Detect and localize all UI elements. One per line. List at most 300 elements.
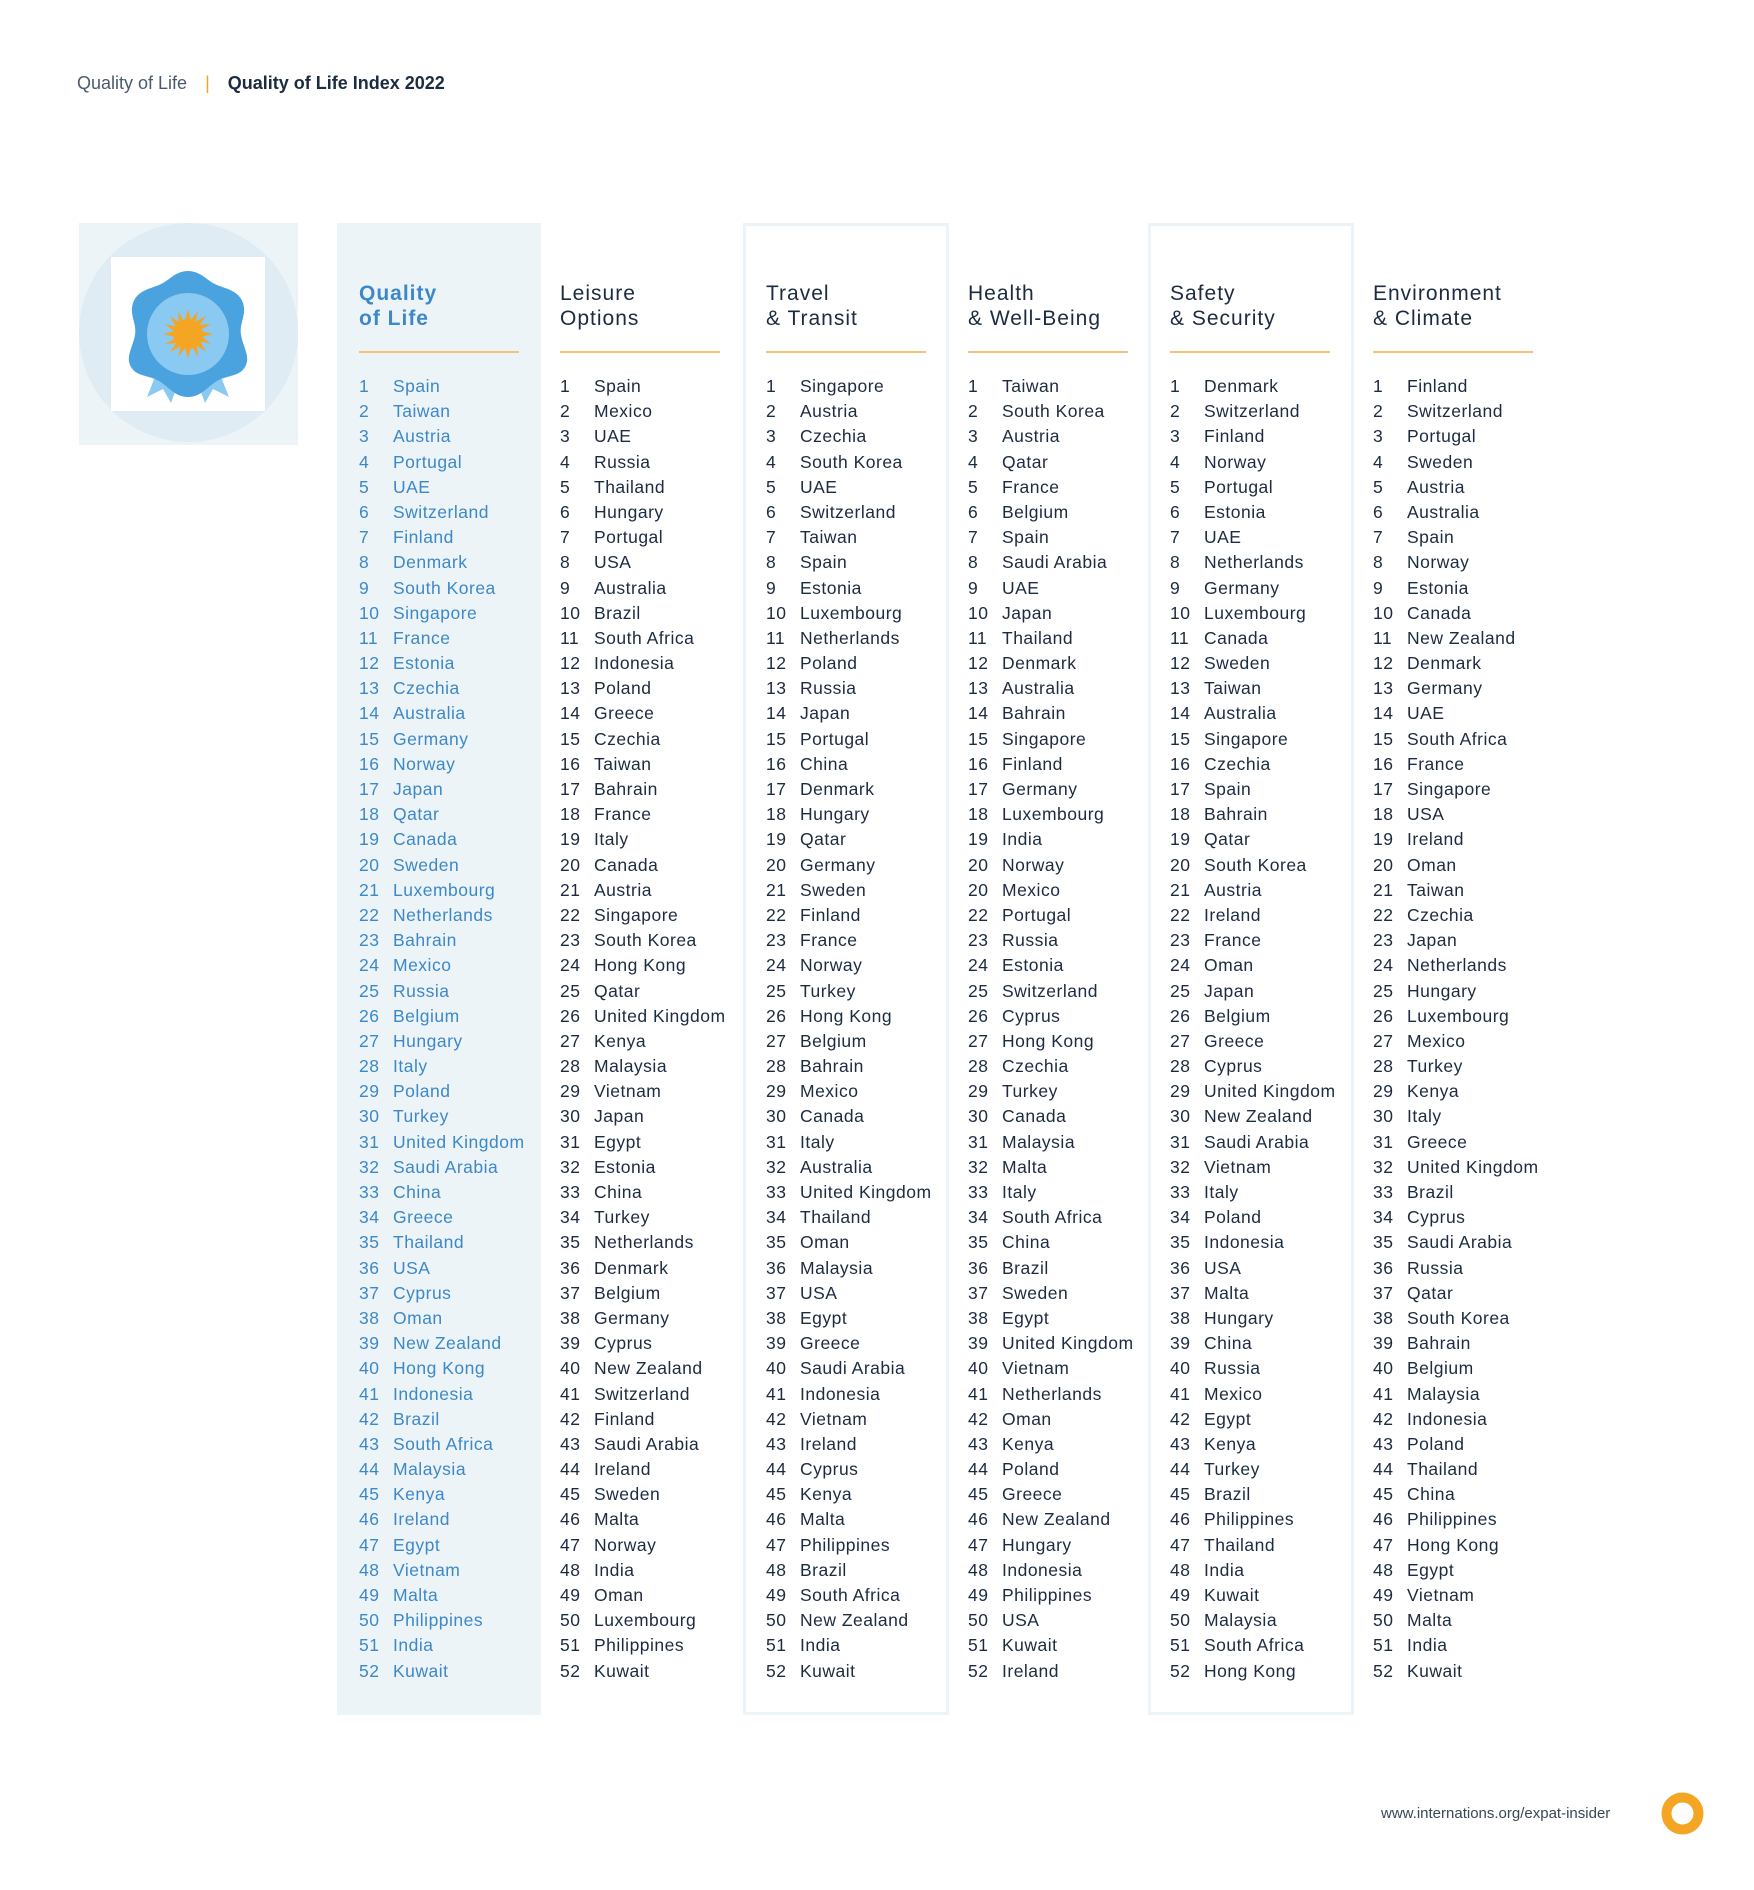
country-name: Finland — [594, 1408, 655, 1429]
rank-number: 6 — [968, 501, 979, 522]
country-name: Finland — [1002, 753, 1063, 774]
list-item — [766, 374, 966, 399]
list-item — [968, 1054, 1168, 1079]
rank-number: 35 — [359, 1232, 380, 1253]
list-item — [1373, 374, 1573, 399]
country-name: Austria — [1407, 476, 1465, 497]
list-item — [359, 878, 559, 903]
list-item — [766, 1432, 966, 1457]
list-item — [766, 752, 966, 777]
list-item — [1373, 1079, 1573, 1104]
list-item — [968, 752, 1168, 777]
country-name: Philippines — [393, 1610, 484, 1631]
list-item — [1373, 1104, 1573, 1129]
list-item — [766, 1054, 966, 1079]
list-item — [968, 1382, 1168, 1407]
rank-number: 7 — [968, 527, 979, 548]
footer-url[interactable]: www.internations.org/expat-insider — [1381, 1805, 1611, 1822]
country-name: Netherlands — [1407, 955, 1507, 976]
rank-number: 35 — [968, 1232, 989, 1253]
list-item — [1373, 1482, 1573, 1507]
country-name: Mexico — [800, 1081, 859, 1102]
rank-number: 35 — [1373, 1232, 1394, 1253]
country-name: Czechia — [594, 728, 661, 749]
list-item — [1170, 424, 1370, 449]
list-item — [1373, 1230, 1573, 1255]
list-item — [968, 550, 1168, 575]
rank-number: 35 — [766, 1232, 787, 1253]
list-item — [1373, 1155, 1573, 1180]
country-name: Russia — [1204, 1358, 1261, 1379]
list-item — [1170, 450, 1370, 475]
rank-number: 47 — [968, 1534, 989, 1555]
country-name: Hungary — [1002, 1534, 1072, 1555]
country-name: Indonesia — [393, 1383, 474, 1404]
list-item — [968, 1306, 1168, 1331]
rank-number: 13 — [560, 678, 581, 699]
list-item — [1373, 953, 1573, 978]
rank-number: 8 — [560, 552, 571, 573]
rank-number: 39 — [560, 1333, 581, 1354]
breadcrumb-section[interactable]: Quality of Life — [77, 73, 188, 93]
rank-number: 8 — [1170, 552, 1181, 573]
country-name: Switzerland — [1204, 401, 1300, 422]
list-item — [1170, 1356, 1370, 1381]
country-name: USA — [1204, 1257, 1242, 1278]
rank-number: 21 — [1170, 879, 1191, 900]
award-rosette-icon — [111, 257, 265, 411]
column-divider — [359, 351, 519, 353]
rank-number: 14 — [968, 703, 989, 724]
list-item — [560, 1659, 760, 1684]
country-name: Italy — [594, 829, 629, 850]
ranking-list — [359, 374, 559, 1684]
list-item — [766, 1205, 966, 1230]
country-name: Qatar — [1204, 829, 1251, 850]
rank-number: 37 — [1170, 1282, 1191, 1303]
country-name: China — [1204, 1333, 1253, 1354]
country-name: Greece — [1204, 1030, 1265, 1051]
country-name: France — [393, 627, 451, 648]
country-name: Russia — [1407, 1257, 1464, 1278]
country-name: Czechia — [1407, 904, 1474, 925]
list-item — [968, 1180, 1168, 1205]
rank-number: 40 — [1170, 1358, 1191, 1379]
country-name: Malaysia — [594, 1056, 668, 1077]
list-item — [560, 525, 760, 550]
rank-number: 19 — [359, 829, 380, 850]
list-item — [1373, 576, 1573, 601]
rank-number: 37 — [766, 1282, 787, 1303]
column-divider — [560, 351, 720, 353]
list-item — [359, 1356, 559, 1381]
country-name: Taiwan — [594, 753, 652, 774]
ranking-list — [1373, 374, 1573, 1684]
rank-number: 7 — [560, 527, 571, 548]
country-name: Czechia — [800, 426, 867, 447]
rank-number: 49 — [968, 1585, 989, 1605]
list-item — [1170, 1382, 1370, 1407]
list-item — [1170, 1281, 1370, 1306]
rank-number: 28 — [766, 1056, 787, 1077]
country-name: Czechia — [1002, 1056, 1069, 1077]
list-item — [359, 1633, 559, 1658]
list-item — [968, 1659, 1168, 1684]
rank-number: 44 — [359, 1459, 380, 1480]
rank-number: 20 — [968, 879, 989, 900]
country-name: Philippines — [594, 1635, 685, 1656]
rank-number: 11 — [560, 627, 580, 648]
rank-number: 23 — [1373, 930, 1394, 951]
country-name: Turkey — [800, 980, 856, 1001]
list-item — [359, 802, 559, 827]
list-item — [968, 802, 1168, 827]
country-name: Hong Kong — [1204, 1660, 1297, 1681]
country-name: Poland — [1407, 1433, 1465, 1454]
country-name: Ireland — [393, 1509, 451, 1530]
country-name: Belgium — [800, 1030, 867, 1051]
rank-number: 26 — [1170, 1005, 1191, 1026]
country-name: Cyprus — [1407, 1207, 1466, 1228]
rank-number: 46 — [968, 1509, 989, 1530]
country-name: Malta — [594, 1509, 640, 1530]
rank-number: 14 — [766, 703, 787, 724]
list-item — [560, 1180, 760, 1205]
rank-number: 30 — [1373, 1106, 1394, 1127]
rank-number: 22 — [359, 904, 380, 925]
rank-number: 24 — [968, 955, 989, 976]
country-name: Oman — [1407, 854, 1457, 875]
rank-number: 28 — [1170, 1056, 1191, 1077]
rank-number: 6 — [359, 501, 370, 522]
rank-number: 26 — [359, 1005, 380, 1026]
list-item — [560, 1130, 760, 1155]
rank-number: 15 — [766, 728, 787, 749]
rank-number: 38 — [766, 1307, 787, 1328]
country-name: Bahrain — [800, 1056, 864, 1077]
list-item — [560, 1482, 760, 1507]
rank-number: 37 — [968, 1282, 989, 1303]
country-name: Saudi Arabia — [594, 1433, 700, 1454]
country-name: Qatar — [800, 829, 847, 850]
country-name: Spain — [594, 376, 642, 396]
country-name: USA — [393, 1257, 431, 1278]
country-name: Qatar — [1002, 451, 1049, 472]
rank-number: 41 — [968, 1383, 989, 1404]
country-name: Estonia — [594, 1156, 656, 1177]
country-name: France — [1407, 753, 1465, 774]
list-item — [560, 1155, 760, 1180]
country-name: Sweden — [1204, 653, 1271, 674]
rank-number: 34 — [968, 1207, 989, 1228]
country-name: Australia — [800, 1156, 873, 1177]
country-name: Indonesia — [1204, 1232, 1285, 1253]
country-name: Canada — [393, 829, 458, 850]
rank-number: 5 — [560, 476, 571, 497]
list-item — [1373, 1382, 1573, 1407]
country-name: Spain — [1204, 779, 1252, 799]
list-item — [1170, 777, 1370, 802]
rank-number: 13 — [766, 678, 787, 699]
list-item — [968, 1507, 1168, 1532]
country-name: Cyprus — [393, 1282, 452, 1303]
list-item — [1373, 1004, 1573, 1029]
country-name: South Africa — [1407, 728, 1508, 749]
list-item — [766, 1130, 966, 1155]
list-item — [766, 1633, 966, 1658]
rank-number: 51 — [560, 1635, 581, 1656]
list-item — [1373, 1659, 1573, 1684]
country-name: China — [1002, 1232, 1051, 1253]
list-item — [968, 1079, 1168, 1104]
country-name: Germany — [594, 1307, 670, 1328]
list-item — [766, 651, 966, 676]
country-name: UAE — [1204, 527, 1242, 548]
rank-number: 52 — [560, 1660, 581, 1681]
rank-number: 25 — [359, 980, 380, 1001]
list-item — [1373, 1608, 1573, 1633]
list-item — [968, 1004, 1168, 1029]
list-item — [968, 450, 1168, 475]
rank-number: 50 — [1373, 1610, 1394, 1631]
country-name: Poland — [1002, 1459, 1060, 1480]
list-item — [359, 727, 559, 752]
list-item — [560, 475, 760, 500]
rank-number: 10 — [359, 602, 380, 623]
country-name: South Africa — [1204, 1635, 1305, 1656]
rank-number: 51 — [1373, 1635, 1394, 1656]
list-item — [766, 676, 966, 701]
rank-number: 16 — [1170, 753, 1191, 774]
country-name: Singapore — [594, 904, 679, 925]
rank-number: 20 — [1170, 854, 1191, 875]
country-name: Luxembourg — [1002, 804, 1105, 825]
country-name: Greece — [800, 1333, 861, 1354]
list-item — [359, 1583, 559, 1608]
rank-number: 17 — [359, 779, 380, 799]
country-name: Saudi Arabia — [1407, 1232, 1513, 1253]
country-name: Oman — [594, 1585, 644, 1605]
rank-number: 7 — [359, 527, 370, 548]
ranking-list — [560, 374, 760, 1684]
country-name: Kenya — [1407, 1081, 1460, 1102]
list-item — [1170, 601, 1370, 626]
country-name: India — [1407, 1635, 1448, 1656]
country-name: Austria — [800, 401, 858, 422]
rank-number: 2 — [766, 401, 777, 422]
country-name: United Kingdom — [1407, 1156, 1539, 1177]
list-item — [1170, 576, 1370, 601]
list-item — [766, 1331, 966, 1356]
country-name: Vietnam — [1407, 1585, 1475, 1605]
country-name: Egypt — [1002, 1307, 1050, 1328]
country-name: Saudi Arabia — [393, 1156, 499, 1177]
country-name: New Zealand — [1407, 627, 1516, 648]
rank-number: 7 — [1170, 527, 1181, 548]
rank-number: 39 — [968, 1333, 989, 1354]
country-name: Hong Kong — [594, 955, 687, 976]
list-item — [1373, 928, 1573, 953]
rank-number: 27 — [560, 1030, 581, 1051]
rank-number: 49 — [1373, 1585, 1394, 1605]
list-item — [560, 979, 760, 1004]
country-name: Kenya — [1002, 1433, 1055, 1454]
rank-number: 4 — [560, 451, 571, 472]
list-item — [968, 953, 1168, 978]
list-item — [359, 1659, 559, 1684]
country-name: Philippines — [1407, 1509, 1498, 1530]
column-quality-of-life — [359, 281, 559, 1684]
list-item — [359, 903, 559, 928]
country-name: Netherlands — [1002, 1383, 1102, 1404]
list-item — [766, 1507, 966, 1532]
rank-number: 29 — [766, 1081, 787, 1102]
country-name: Canada — [1407, 602, 1472, 623]
rank-number: 1 — [968, 376, 979, 396]
rank-number: 15 — [359, 728, 380, 749]
rank-number: 4 — [766, 451, 777, 472]
rank-number: 15 — [560, 728, 581, 749]
rank-number: 23 — [766, 930, 787, 951]
country-name: Mexico — [1407, 1030, 1466, 1051]
country-name: Malta — [800, 1509, 846, 1530]
list-item — [1373, 1281, 1573, 1306]
list-item — [968, 1331, 1168, 1356]
country-name: Japan — [393, 779, 444, 799]
list-item — [1170, 399, 1370, 424]
country-name: Hungary — [594, 501, 664, 522]
rank-number: 16 — [968, 753, 989, 774]
country-name: Turkey — [1002, 1081, 1058, 1102]
country-name: Australia — [1407, 501, 1480, 522]
rank-number: 50 — [560, 1610, 581, 1631]
list-item — [359, 1155, 559, 1180]
rank-number: 3 — [1170, 426, 1181, 447]
rank-number: 38 — [1373, 1307, 1394, 1328]
rank-number: 47 — [766, 1534, 787, 1555]
list-item — [766, 903, 966, 928]
rank-number: 22 — [1373, 904, 1394, 925]
rank-number: 48 — [766, 1559, 787, 1580]
country-name: Indonesia — [1407, 1408, 1488, 1429]
country-name: Philippines — [1204, 1509, 1295, 1530]
list-item — [1373, 1180, 1573, 1205]
list-item — [359, 1306, 559, 1331]
list-item — [359, 1130, 559, 1155]
rank-number: 30 — [1170, 1106, 1191, 1127]
list-item — [1170, 1558, 1370, 1583]
list-item — [359, 1432, 559, 1457]
list-item — [766, 1659, 966, 1684]
list-item — [1170, 626, 1370, 651]
rank-number: 3 — [359, 426, 370, 447]
rank-number: 35 — [1170, 1232, 1191, 1253]
list-item — [968, 676, 1168, 701]
country-name: Brazil — [594, 602, 641, 623]
rank-number: 52 — [1170, 1660, 1191, 1681]
rank-number: 44 — [1170, 1459, 1191, 1480]
country-name: Australia — [594, 577, 667, 598]
list-item — [359, 1382, 559, 1407]
list-item — [1170, 525, 1370, 550]
country-name: Malta — [1002, 1156, 1048, 1177]
rank-number: 25 — [560, 980, 581, 1001]
list-item — [560, 1306, 760, 1331]
rank-number: 41 — [1373, 1383, 1394, 1404]
column-divider — [766, 351, 926, 353]
rank-number: 32 — [560, 1156, 581, 1177]
rank-number: 31 — [766, 1131, 787, 1152]
country-name: South Korea — [1002, 401, 1105, 422]
rank-number: 12 — [359, 653, 380, 674]
country-name: Spain — [800, 552, 848, 573]
rank-number: 27 — [1170, 1030, 1191, 1051]
country-name: Hong Kong — [1002, 1030, 1095, 1051]
rank-number: 26 — [766, 1005, 787, 1026]
list-item — [359, 827, 559, 852]
country-name: Poland — [1204, 1207, 1262, 1228]
list-item — [1170, 1583, 1370, 1608]
list-item — [1170, 752, 1370, 777]
rank-number: 18 — [1170, 804, 1191, 825]
list-item — [359, 752, 559, 777]
rank-number: 48 — [560, 1559, 581, 1580]
list-item — [560, 1407, 760, 1432]
country-name: Bahrain — [594, 779, 658, 799]
column-travel-transit — [766, 281, 966, 1684]
rank-number: 5 — [968, 476, 979, 497]
country-name: Austria — [1204, 879, 1262, 900]
rank-number: 9 — [359, 577, 370, 598]
country-name: Denmark — [393, 552, 468, 573]
country-name: Saudi Arabia — [800, 1358, 906, 1379]
rank-number: 45 — [766, 1484, 787, 1505]
rank-number: 9 — [766, 577, 777, 598]
column-health-well-being — [968, 281, 1168, 1684]
list-item — [766, 1281, 966, 1306]
rank-number: 27 — [766, 1030, 787, 1051]
rank-number: 33 — [1373, 1182, 1394, 1202]
country-name: Cyprus — [1204, 1056, 1263, 1077]
country-name: Qatar — [393, 804, 440, 825]
rank-number: 9 — [968, 577, 979, 598]
list-item — [560, 500, 760, 525]
list-item — [968, 727, 1168, 752]
list-item — [1170, 1457, 1370, 1482]
country-name: Australia — [1002, 678, 1075, 699]
rank-number: 33 — [359, 1182, 380, 1202]
country-name: Japan — [1204, 980, 1255, 1001]
rank-number: 3 — [560, 426, 571, 447]
list-item — [766, 777, 966, 802]
country-name: Portugal — [1407, 426, 1477, 447]
list-item — [766, 979, 966, 1004]
rank-number: 41 — [560, 1383, 581, 1404]
country-name: Cyprus — [594, 1333, 653, 1354]
country-name: Taiwan — [1204, 678, 1262, 699]
rank-number: 52 — [968, 1660, 989, 1681]
rank-number: 44 — [766, 1459, 787, 1480]
country-name: Singapore — [393, 602, 478, 623]
country-name: Oman — [1204, 955, 1254, 976]
rank-number: 9 — [1170, 577, 1181, 598]
rank-number: 44 — [560, 1459, 581, 1480]
country-name: Canada — [1204, 627, 1269, 648]
rank-number: 11 — [1170, 627, 1190, 648]
country-name: Egypt — [594, 1131, 642, 1152]
list-item — [766, 500, 966, 525]
country-name: Kenya — [594, 1030, 647, 1051]
